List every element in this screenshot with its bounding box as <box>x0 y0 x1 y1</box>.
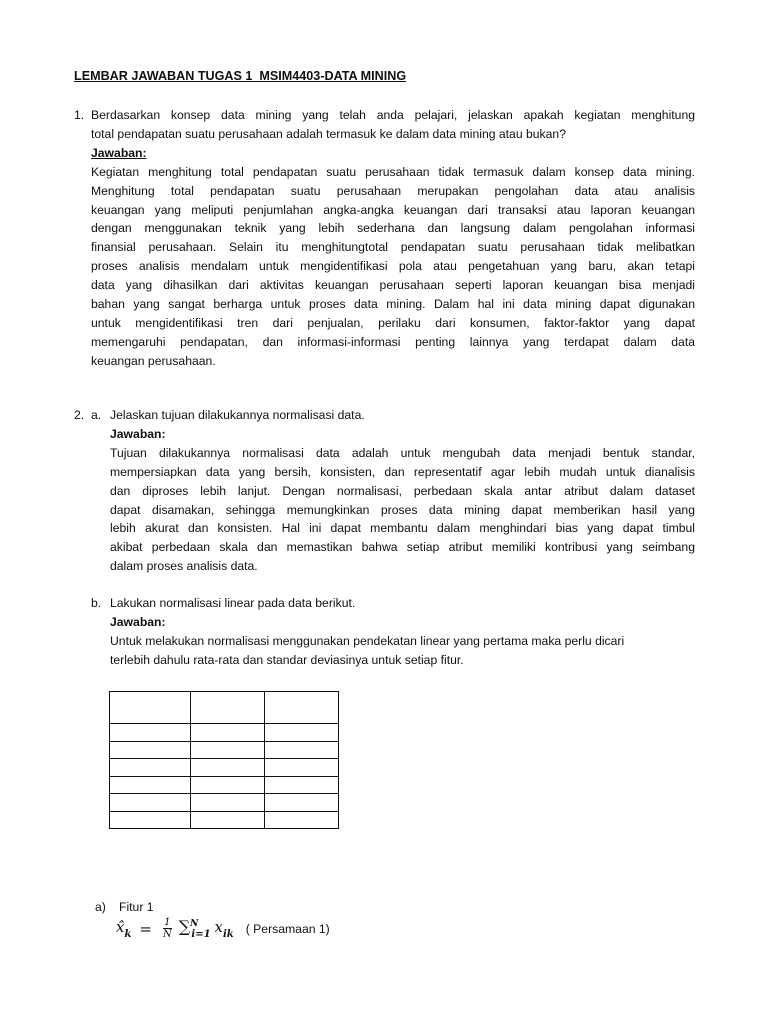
question-2b-text: Lakukan normalisasi linear pada data berikut. <box>110 596 356 610</box>
table-cell <box>265 759 339 777</box>
question-2a-label: a. <box>91 408 102 422</box>
answer-2b-line: Untuk melakukan normalisasi menggunakan pendekatan linear yang pertama maka perlu dicari <box>110 633 625 648</box>
question-2-number: 2. <box>74 408 85 422</box>
table-cell <box>110 811 191 829</box>
formula-fraction: $\frac{1}{N}$ <box>162 917 172 940</box>
answer-1-line: Menghitung total pendapatan suatu perusahaan merupakan pengolahan data atau analisis <box>91 183 695 198</box>
table-cell <box>191 776 265 794</box>
answer-1-line: bahan yang sangat berharga untuk proses data mining. Dalam hal ini data mining dapat digunakan <box>91 297 695 312</box>
answer-2a-line: lebih akurat dan konsisten. Hal ini dapat membantu dalam menghindari bias yang dapat timbul <box>110 521 695 536</box>
table-cell <box>265 794 339 812</box>
table-row <box>110 741 339 759</box>
table-cell <box>191 811 265 829</box>
table-row <box>110 724 339 742</box>
table-cell <box>265 776 339 794</box>
answer-1-line: Kegiatan menghitung total pendapatan suatu perusahaan tidak termasuk dalam konsep data mining. <box>91 164 695 179</box>
answer-2a-label: Jawaban: <box>110 426 166 441</box>
table-cell <box>110 776 191 794</box>
table-row <box>110 759 339 777</box>
table-cell <box>110 794 191 812</box>
answer-2a-line: Tujuan dilakukannya normalisasi data adalah untuk mengubah data menjadi bentuk standar, <box>110 445 695 460</box>
table-cell <box>191 741 265 759</box>
answer-1-line: data yang dihasilkan dari aktivitas keuangan perusahaan seperti laporan keuangan bisa menjadi <box>91 278 695 293</box>
answer-1-line: untuk mengidentifikasi tren dari penjualan, perilaku dari konsumen, faktor-faktor yang dapat <box>91 315 695 330</box>
table-cell <box>110 692 191 724</box>
answer-2a-line: dan diproses lebih lanjut. Dengan normalisasi, perbedaan skala antar atribut dalam dataset <box>110 483 695 498</box>
page-title: LEMBAR JAWABAN TUGAS 1 MSIM4403-DATA MINING <box>74 69 407 83</box>
table-cell <box>110 724 191 742</box>
answer-2b-line: terlebih dahulu rata-rata dan standar deviasinya untuk setiap fitur. <box>110 652 464 667</box>
fitur-title: Fitur 1 <box>119 900 154 914</box>
question-1 <box>91 106 695 371</box>
question-1-number: 1. <box>74 108 85 122</box>
table-header-row <box>110 692 339 724</box>
formula-equation-number: ( Persamaan 1) <box>245 921 330 936</box>
table-cell <box>110 741 191 759</box>
answer-2a-line: akibat perbedaan skala dan memastikan bahwa setiap atribut memiliki kontribusi yang seimbang <box>110 540 695 555</box>
question-2a-text: Jelaskan tujuan dilakukannya normalisasi data. <box>110 408 365 422</box>
answer-2a-line: mempersiapkan data yang bersih, konsisten, dan representatif agar lebih mudah untuk dianalisis <box>110 464 695 479</box>
answer-1-label: Jawaban: <box>91 145 147 160</box>
question-1-line: total pendapatan suatu perusahaan adalah termasuk ke dalam data mining atau bukan? <box>91 126 566 141</box>
table-cell <box>110 759 191 777</box>
mean-formula <box>116 917 330 940</box>
answer-1-line: memengaruhi pendapatan, dan informasi-informasi penting lainnya yang terdapat dalam data <box>91 334 695 349</box>
table-cell <box>191 759 265 777</box>
table-row <box>110 811 339 829</box>
question-2a <box>110 406 695 576</box>
table-cell <box>265 741 339 759</box>
table-cell <box>265 692 339 724</box>
table-row <box>110 776 339 794</box>
formula-equals: = <box>139 919 152 938</box>
answer-1-line: proses analisis mendalam untuk mengidentifikasi pola atau pengetahuan yang baru, akan tetapi <box>91 259 695 274</box>
formula-sum: ∑$^N_{i=1}$ <box>178 917 211 940</box>
table-row <box>110 794 339 812</box>
question-1-line: Berdasarkan konsep data mining yang telah anda pelajari, jelaskan apakah kegiatan menghitung <box>91 108 695 122</box>
answer-2b-label: Jawaban: <box>110 614 166 629</box>
data-table <box>109 691 339 829</box>
table-cell <box>265 724 339 742</box>
table-cell <box>191 692 265 724</box>
formula-term: $x_{ik}$ <box>214 917 234 940</box>
table-cell <box>265 811 339 829</box>
question-2b-label: b. <box>91 596 102 610</box>
formula-lhs: $x̂_k$ <box>116 917 132 940</box>
answer-2a-line: dapat disamakan, sehingga memungkinkan proses data mining dapat memberikan hasil yang <box>110 502 695 517</box>
answer-1-line: keuangan yang meliputi penjumlahan angka-angka keuangan dari transaksi atau laporan keuangan <box>91 202 695 217</box>
table-cell <box>191 794 265 812</box>
answer-1-line: keuangan perusahaan. <box>91 353 216 368</box>
question-2b <box>110 594 695 670</box>
answer-1-line: finansial perusahaan. Selain itu menghitungtotal pendapatan suatu perusahaan tidak melibatkan <box>91 240 695 255</box>
fitur-label: a) <box>95 900 106 914</box>
answer-2a-line: dalam proses analisis data. <box>110 559 258 574</box>
table-cell <box>191 724 265 742</box>
answer-1-line: dengan menggunakan teknik yang lebih sederhana dan langsung dalam pengolahan informasi <box>91 221 695 236</box>
